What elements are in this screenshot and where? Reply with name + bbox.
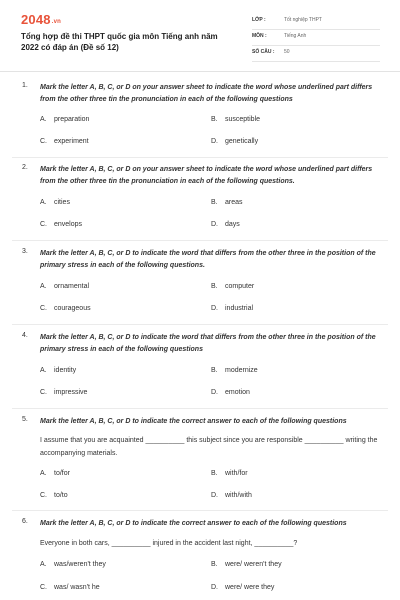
option-text: cities — [54, 199, 70, 206]
option-b[interactable] — [211, 199, 243, 206]
option-c[interactable] — [40, 389, 87, 396]
option-text: was/weren't they — [54, 561, 106, 568]
option-text: computer — [225, 283, 255, 290]
option-letter: A. — [40, 283, 47, 290]
option-letter: D. — [211, 492, 218, 499]
option-c[interactable] — [40, 492, 68, 499]
option-d[interactable] — [211, 221, 240, 228]
option-b[interactable] — [211, 116, 260, 123]
option-text: to/to — [54, 492, 68, 499]
question-instruction: Mark the letter A, B, C, or D on your answer sheet to indicate the word whose underlined part differs from the other three tin the pronunciation in each of the following questions — [40, 84, 373, 103]
option-letter: C. — [40, 584, 47, 591]
logo-tld: .vn — [51, 19, 62, 25]
option-letter: B. — [211, 367, 218, 374]
question-number: 6. — [22, 518, 28, 525]
meta-key: LỚP : — [252, 17, 266, 23]
option-letter: A. — [40, 470, 47, 477]
option-a[interactable] — [40, 283, 89, 290]
option-text: days — [225, 221, 240, 228]
option-letter: D. — [211, 584, 218, 591]
option-letter: C. — [40, 389, 47, 396]
question-instruction: Mark the letter A, B, C, or D to indicate the word that differs from the other three in the position of the primary stress in each of the following questions — [40, 334, 376, 353]
option-text: courageous — [54, 305, 91, 312]
option-letter: B. — [211, 116, 218, 123]
option-a[interactable] — [40, 470, 70, 477]
header-divider — [0, 71, 400, 72]
option-d[interactable] — [211, 138, 258, 145]
question-number: 2. — [22, 164, 28, 171]
question-stem: I assume that you are acquainted __________ this subject since you are responsible __________ writing the accompanying materials. — [40, 437, 378, 457]
option-text: were/ were they — [225, 584, 275, 591]
option-c[interactable] — [40, 138, 89, 145]
question-stem: Everyone in both cars, __________ injured in the accident last night, __________? — [40, 540, 298, 547]
option-text: industrial — [225, 305, 254, 312]
option-b[interactable] — [211, 367, 258, 374]
option-letter: B. — [211, 561, 218, 568]
question-divider — [12, 240, 388, 241]
question-number: 3. — [22, 248, 28, 255]
option-letter: D. — [211, 221, 218, 228]
logo-main: 2048 — [21, 12, 51, 27]
question-instruction: Mark the letter A, B, C, or D to indicate the correct answer to each of the following questions — [40, 418, 347, 425]
option-text: were/ weren't they — [225, 561, 282, 568]
meta-value: Tốt nghiệp THPT — [284, 17, 322, 23]
option-text: preparation — [54, 116, 90, 123]
option-d[interactable] — [211, 389, 250, 396]
option-c[interactable] — [40, 221, 82, 228]
option-letter: A. — [40, 367, 47, 374]
option-text: modernize — [225, 367, 258, 374]
option-d[interactable] — [211, 305, 253, 312]
option-text: areas — [225, 199, 243, 206]
question-divider — [12, 157, 388, 158]
option-text: emotion — [225, 389, 250, 396]
option-text: with/with — [225, 492, 252, 499]
option-text: susceptible — [225, 116, 261, 123]
meta-value: 50 — [284, 49, 290, 55]
option-a[interactable] — [40, 116, 89, 123]
option-c[interactable] — [40, 584, 100, 591]
meta-value: Tiếng Anh — [284, 33, 307, 39]
meta-row-question-count — [252, 45, 380, 62]
option-c[interactable] — [40, 305, 91, 312]
question-divider — [12, 408, 388, 409]
option-text: to/for — [54, 470, 70, 477]
option-d[interactable] — [211, 584, 274, 591]
question-instruction: Mark the letter A, B, C, or D to indicate the correct answer to each of the following questions — [40, 520, 347, 527]
question-instruction: Mark the letter A, B, C, or D to indicate the word that differs from the other three in the position of the primary stress in each of the following questions. — [40, 250, 376, 269]
option-a[interactable] — [40, 199, 70, 206]
question-number: 1. — [22, 82, 28, 89]
option-letter: B. — [211, 470, 218, 477]
question-divider — [12, 510, 388, 511]
option-letter: B. — [211, 283, 218, 290]
option-text: envelops — [54, 221, 83, 228]
option-letter: B. — [211, 199, 218, 206]
question-number: 4. — [22, 332, 28, 339]
option-text: genetically — [225, 138, 259, 145]
meta-key: MÔN : — [252, 33, 267, 39]
option-letter: A. — [40, 116, 47, 123]
option-text: identity — [54, 367, 77, 374]
option-letter: C. — [40, 138, 47, 145]
option-text: experiment — [54, 138, 89, 145]
option-letter: C. — [40, 492, 47, 499]
option-letter: A. — [40, 199, 47, 206]
site-logo[interactable] — [21, 12, 61, 27]
question-instruction: Mark the letter A, B, C, or D on your answer sheet to indicate the word whose underlined part differs from the other three tin the pronunciation in each of the following questions. — [40, 166, 373, 185]
question-divider — [12, 324, 388, 325]
meta-row-subject — [252, 29, 380, 46]
option-letter: D. — [211, 389, 218, 396]
option-b[interactable] — [211, 283, 254, 290]
option-b[interactable] — [211, 470, 248, 477]
option-text: was/ wasn't he — [54, 584, 100, 591]
option-letter: C. — [40, 221, 47, 228]
header — [0, 0, 400, 72]
document-title: Tổng hợp đề thi THPT quốc gia môn Tiếng anh năm 2022 có đáp án (Đề số 12) — [21, 32, 218, 52]
option-text: with/for — [225, 470, 248, 477]
option-b[interactable] — [211, 561, 282, 568]
meta-key: SỐ CÂU : — [252, 49, 275, 55]
option-text: impressive — [54, 389, 88, 396]
option-d[interactable] — [211, 492, 252, 499]
option-letter: D. — [211, 138, 218, 145]
meta-row-class — [252, 13, 380, 30]
option-letter: C. — [40, 305, 47, 312]
option-a[interactable] — [40, 561, 106, 568]
option-text: ornamental — [54, 283, 90, 290]
question-number: 5. — [22, 416, 28, 423]
option-letter: D. — [211, 305, 218, 312]
option-letter: A. — [40, 561, 47, 568]
option-a[interactable] — [40, 367, 76, 374]
